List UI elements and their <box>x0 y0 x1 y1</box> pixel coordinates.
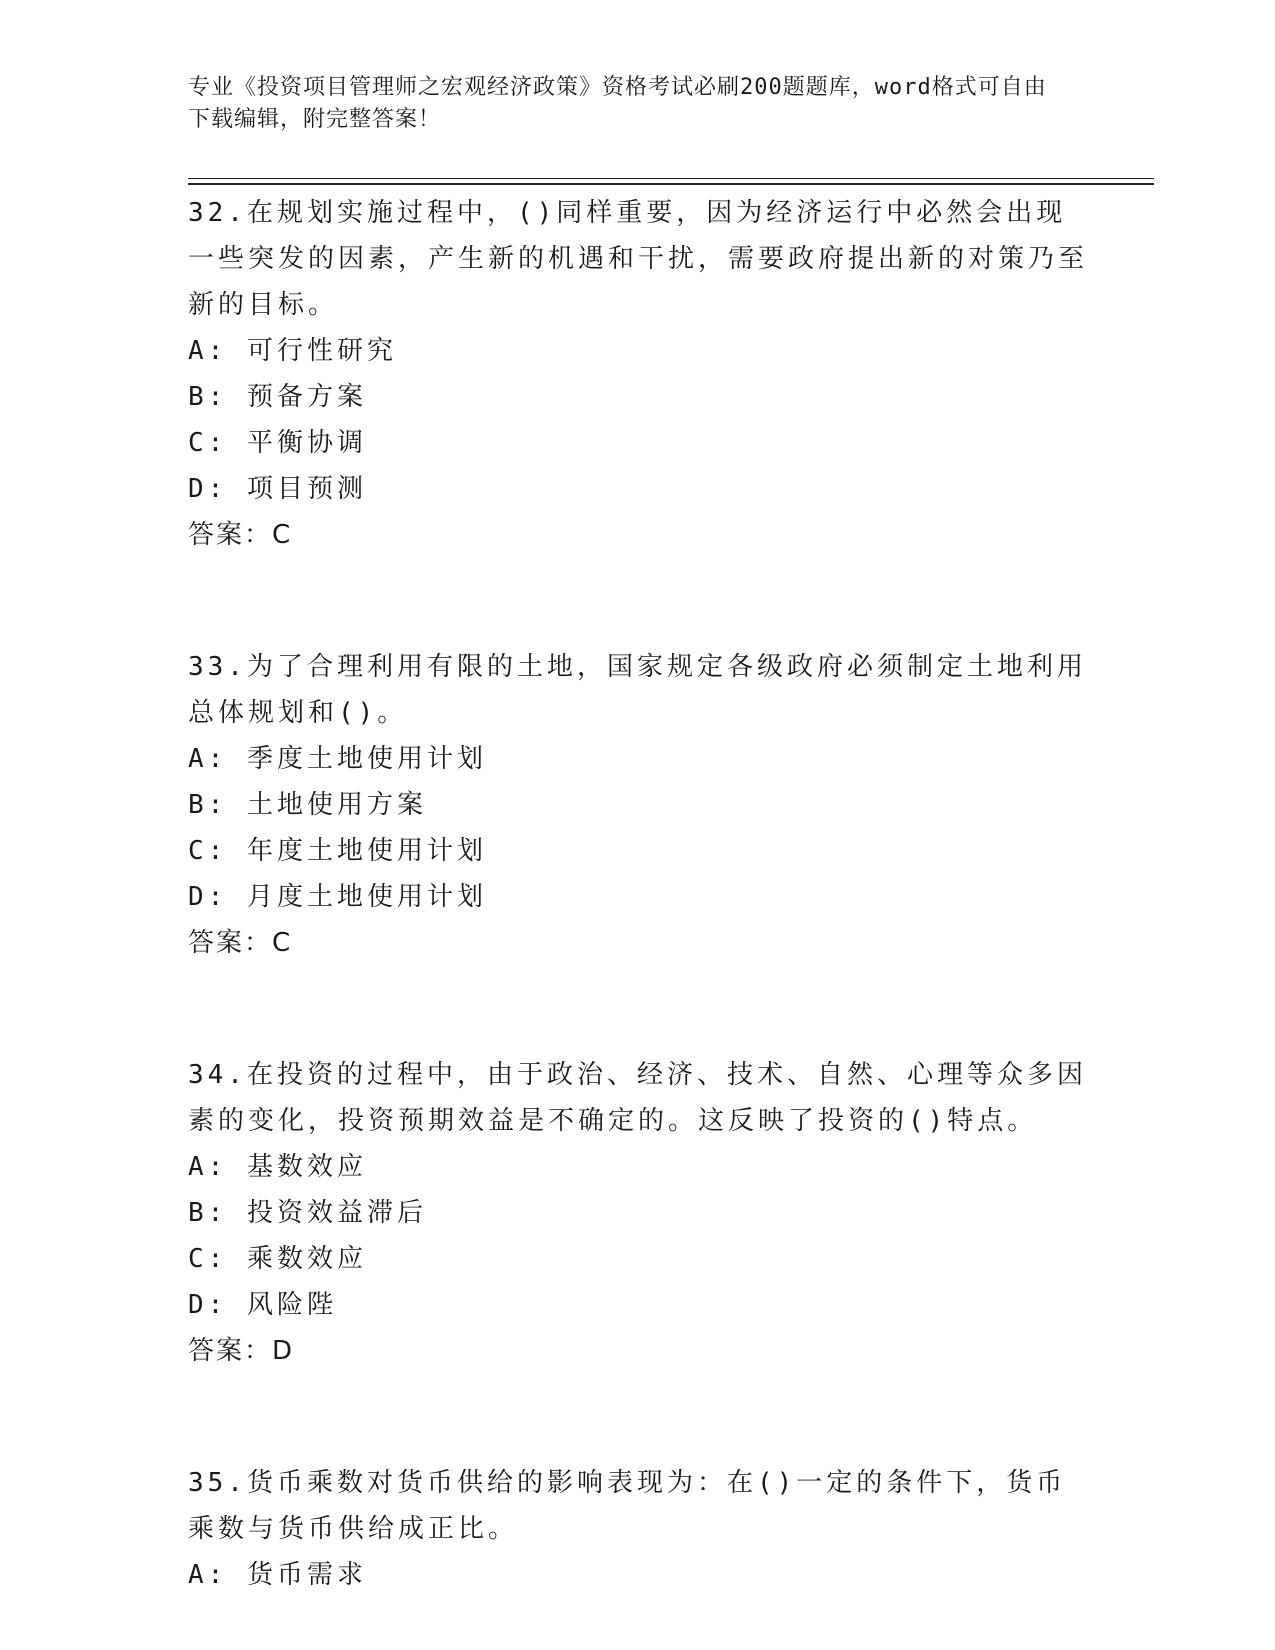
question-stem: 33.为了合理利用有限的土地，国家规定各级政府必须制定土地利用总体规划和()。 <box>188 652 1087 728</box>
question-35 <box>188 1460 1088 1598</box>
answer-line: 答案：D <box>188 1336 295 1366</box>
spacer <box>188 966 1088 1052</box>
question-32 <box>188 190 1088 558</box>
answer-line: 答案：C <box>188 928 293 958</box>
option-b: B: 预备方案 <box>188 382 367 412</box>
question-stem: 34.在投资的过程中，由于政治、经济、技术、自然、心理等众多因素的变化，投资预期效益是不确定的。这反映了投资的()特点。 <box>188 1060 1087 1136</box>
question-34 <box>188 1052 1088 1374</box>
option-c: C: 平衡协调 <box>188 428 367 458</box>
option-d: D: 月度土地使用计划 <box>188 882 487 912</box>
spacer <box>188 1374 1088 1460</box>
header-divider-thick <box>188 183 1154 185</box>
option-c: C: 乘数效应 <box>188 1244 367 1274</box>
question-stem: 32.在规划实施过程中，()同样重要，因为经济运行中必然会出现一些突发的因素，产生新的机遇和干扰，需要政府提出新的对策乃至新的目标。 <box>188 198 1089 320</box>
spacer <box>188 558 1088 644</box>
option-b: B: 土地使用方案 <box>188 790 427 820</box>
option-a: A: 季度土地使用计划 <box>188 744 487 774</box>
option-a: A: 基数效应 <box>188 1152 367 1182</box>
option-a: A: 货币需求 <box>188 1560 367 1590</box>
option-b: B: 投资效益滞后 <box>188 1198 427 1228</box>
option-c: C: 年度土地使用计划 <box>188 836 487 866</box>
option-d: D: 风险陛 <box>188 1290 337 1320</box>
question-stem: 35.货币乘数对货币供给的影响表现为：在()一定的条件下，货币乘数与货币供给成正比。 <box>188 1468 1067 1544</box>
question-list <box>188 190 1088 1598</box>
header-divider-thin <box>188 178 1154 179</box>
header-text: 专业《投资项目管理师之宏观经济政策》资格考试必刷200题题库，word格式可自由下载编辑，附完整答案！ <box>188 75 1047 132</box>
document-header <box>188 72 1068 136</box>
answer-line: 答案：C <box>188 520 293 550</box>
option-a: A: 可行性研究 <box>188 336 397 366</box>
question-33 <box>188 644 1088 966</box>
option-d: D: 项目预测 <box>188 474 367 504</box>
